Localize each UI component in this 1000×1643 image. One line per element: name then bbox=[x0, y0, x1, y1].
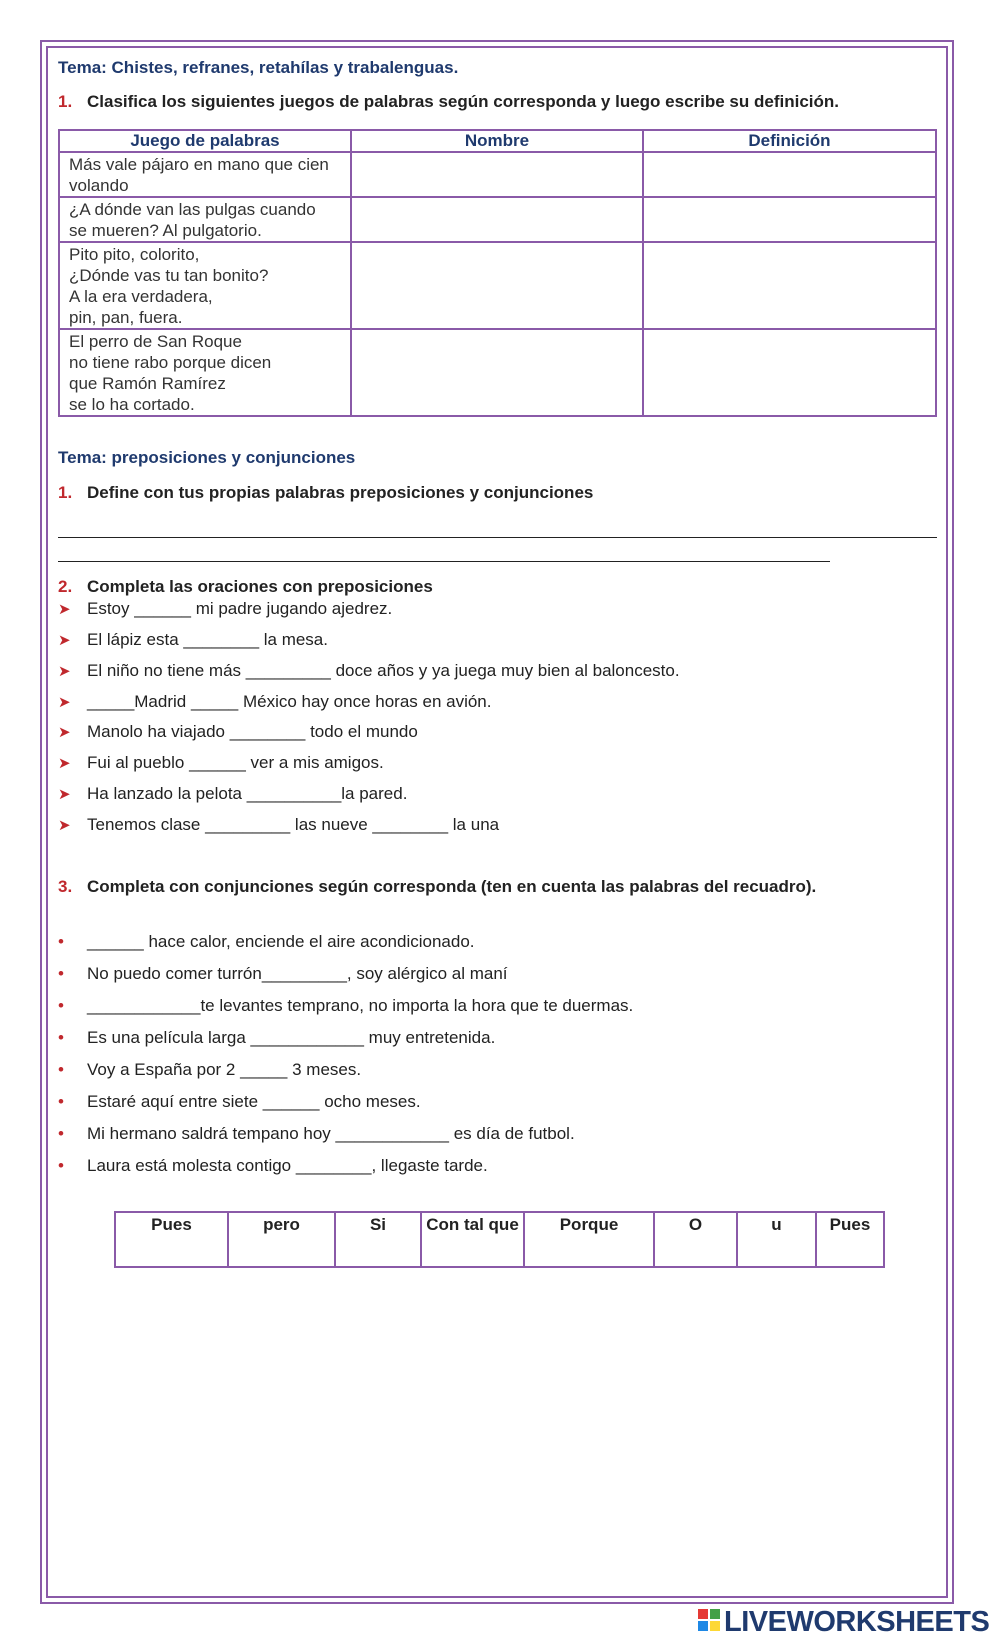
phrase-line: El perro de San Roque bbox=[69, 332, 242, 351]
table-header-row bbox=[59, 130, 936, 152]
word-bank-item: pero bbox=[228, 1212, 335, 1267]
word-bank-item: Con tal que bbox=[421, 1212, 524, 1267]
definicion-answer-cell[interactable] bbox=[643, 152, 936, 197]
bullet-dot-icon: • bbox=[58, 964, 64, 983]
phrase-line: pin, pan, fuera. bbox=[69, 308, 183, 327]
bullet-dot-icon: • bbox=[58, 1092, 64, 1111]
question-2-prepositions bbox=[58, 577, 433, 597]
list-item bbox=[58, 1124, 575, 1144]
nombre-answer-cell[interactable] bbox=[351, 329, 643, 416]
arrow-bullet-icon: ➤ bbox=[58, 817, 71, 834]
list-item bbox=[58, 815, 499, 835]
sentence-text: Mi hermano saldrá tempano hoy ____________ es día de futbol. bbox=[87, 1124, 575, 1143]
list-item bbox=[58, 1028, 495, 1048]
question-1-define bbox=[58, 483, 593, 503]
answer-line[interactable] bbox=[58, 561, 830, 562]
word-bank-item: O bbox=[654, 1212, 737, 1267]
arrow-bullet-icon: ➤ bbox=[58, 694, 71, 711]
word-bank-item: Si bbox=[335, 1212, 421, 1267]
bullet-dot-icon: • bbox=[58, 1124, 64, 1143]
question-text: Define con tus propias palabras preposiciones y conjunciones bbox=[87, 483, 594, 502]
list-item bbox=[58, 599, 392, 619]
sentence-text: Manolo ha viajado ________ todo el mundo bbox=[87, 722, 418, 741]
sentence-text: Laura está molesta contigo ________, llegaste tarde. bbox=[87, 1156, 488, 1175]
bullet-dot-icon: • bbox=[58, 1028, 64, 1047]
sentence-text: ____________te levantes temprano, no importa la hora que te duermas. bbox=[87, 996, 634, 1015]
table-row bbox=[59, 152, 936, 197]
list-item bbox=[58, 661, 680, 681]
table-cell-phrase bbox=[59, 152, 351, 197]
sentence-text: El niño no tiene más _________ doce años y ya juega muy bien al baloncesto. bbox=[87, 661, 680, 680]
arrow-bullet-icon: ➤ bbox=[58, 724, 71, 741]
phrase-line: que Ramón Ramírez bbox=[69, 374, 226, 393]
table-cell-phrase bbox=[59, 329, 351, 416]
list-item bbox=[58, 1092, 421, 1112]
bullet-dot-icon: • bbox=[58, 996, 64, 1015]
nombre-answer-cell[interactable] bbox=[351, 242, 643, 329]
word-bank-item: Porque bbox=[524, 1212, 654, 1267]
nombre-answer-cell[interactable] bbox=[351, 197, 643, 242]
list-item bbox=[58, 630, 328, 650]
word-bank-table bbox=[114, 1211, 885, 1268]
bullet-dot-icon: • bbox=[58, 932, 64, 951]
header-juego: Juego de palabras bbox=[59, 130, 351, 152]
definicion-answer-cell[interactable] bbox=[643, 242, 936, 329]
liveworksheets-logo-icon bbox=[698, 1609, 720, 1631]
question-text: Completa las oraciones con preposiciones bbox=[87, 577, 433, 596]
list-item bbox=[58, 932, 475, 952]
table-row bbox=[59, 242, 936, 329]
phrase-line: se mueren? Al pulgatorio. bbox=[69, 221, 262, 240]
arrow-bullet-icon: ➤ bbox=[58, 786, 71, 803]
bullet-dot-icon: • bbox=[58, 1156, 64, 1175]
list-item bbox=[58, 722, 418, 742]
question-number: 1. bbox=[58, 92, 73, 111]
phrase-line: ¿A dónde van las pulgas cuando bbox=[69, 200, 316, 219]
sentence-text: Voy a España por 2 _____ 3 meses. bbox=[87, 1060, 362, 1079]
answer-line[interactable] bbox=[58, 537, 937, 538]
liveworksheets-logo: LIVEWORKSHEETS bbox=[724, 1606, 990, 1638]
sentence-text: El lápiz esta ________ la mesa. bbox=[87, 630, 328, 649]
sentence-text: _____Madrid _____ México hay once horas en avión. bbox=[87, 692, 492, 711]
word-bank-item: Pues bbox=[816, 1212, 884, 1267]
word-games-table bbox=[58, 129, 937, 417]
list-item bbox=[58, 996, 633, 1016]
phrase-line: no tiene rabo porque dicen bbox=[69, 353, 272, 372]
header-definicion: Definición bbox=[643, 130, 936, 152]
sentence-text: Ha lanzado la pelota __________la pared. bbox=[87, 784, 408, 803]
arrow-bullet-icon: ➤ bbox=[58, 601, 71, 618]
question-number: 1. bbox=[58, 483, 73, 502]
sentence-text: Estoy ______ mi padre jugando ajedrez. bbox=[87, 599, 393, 618]
header-nombre: Nombre bbox=[351, 130, 643, 152]
sentence-text: ______ hace calor, enciende el aire acondicionado. bbox=[87, 932, 475, 951]
phrase-line: A la era verdadera, bbox=[69, 287, 213, 306]
topic-title-2: Tema: preposiciones y conjunciones bbox=[58, 448, 356, 467]
question-number: 3. bbox=[58, 877, 73, 896]
arrow-bullet-icon: ➤ bbox=[58, 663, 71, 680]
list-item bbox=[58, 692, 492, 712]
phrase-line: volando bbox=[69, 176, 129, 195]
arrow-bullet-icon: ➤ bbox=[58, 755, 71, 772]
table-row bbox=[59, 329, 936, 416]
sentence-text: No puedo comer turrón_________, soy alérgico al maní bbox=[87, 964, 508, 983]
definicion-answer-cell[interactable] bbox=[643, 197, 936, 242]
definicion-answer-cell[interactable] bbox=[643, 329, 936, 416]
word-bank-item: u bbox=[737, 1212, 816, 1267]
list-item bbox=[58, 1060, 361, 1080]
arrow-bullet-icon: ➤ bbox=[58, 632, 71, 649]
phrase-line: se lo ha cortado. bbox=[69, 395, 195, 414]
table-cell-phrase bbox=[59, 197, 351, 242]
nombre-answer-cell[interactable] bbox=[351, 152, 643, 197]
question-3-conjunctions bbox=[58, 877, 816, 897]
sentence-text: Es una película larga ____________ muy entretenida. bbox=[87, 1028, 496, 1047]
word-bank-row bbox=[115, 1212, 884, 1267]
table-row bbox=[59, 197, 936, 242]
topic-title-1: Tema: Chistes, refranes, retahílas y trabalenguas. bbox=[58, 58, 459, 77]
table-cell-phrase bbox=[59, 242, 351, 329]
question-1-classify bbox=[58, 92, 839, 112]
phrase-line: Pito pito, colorito, bbox=[69, 245, 200, 264]
sentence-text: Estaré aquí entre siete ______ ocho meses. bbox=[87, 1092, 421, 1111]
list-item bbox=[58, 753, 384, 773]
bullet-dot-icon: • bbox=[58, 1060, 64, 1079]
sentence-text: Tenemos clase _________ las nueve ________ la una bbox=[87, 815, 500, 834]
list-item bbox=[58, 784, 407, 804]
sentence-text: Fui al pueblo ______ ver a mis amigos. bbox=[87, 753, 384, 772]
question-number: 2. bbox=[58, 577, 73, 596]
list-item bbox=[58, 964, 508, 984]
question-text: Completa con conjunciones según corresponda (ten en cuenta las palabras del recuadro). bbox=[87, 877, 817, 896]
phrase-line: ¿Dónde vas tu tan bonito? bbox=[69, 266, 269, 285]
question-text: Clasifica los siguientes juegos de palabras según corresponda y luego escribe su definición. bbox=[87, 92, 839, 111]
word-bank-item: Pues bbox=[115, 1212, 228, 1267]
phrase-line: Más vale pájaro en mano que cien bbox=[69, 155, 329, 174]
list-item bbox=[58, 1156, 488, 1176]
